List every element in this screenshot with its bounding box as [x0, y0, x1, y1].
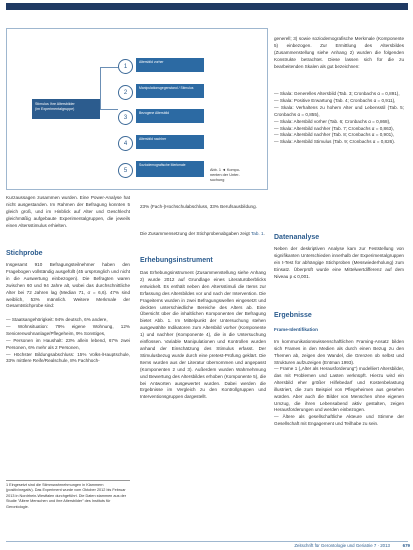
- connector: [100, 109, 118, 110]
- list-item: — Skala: Positive Erwartung (Tab. 4; Cronbachs α = 0,911),: [274, 97, 396, 103]
- col3-intro: generell; 3) sowie soziodemografische Merkmale (Komponente 5) einbezogen. Zur Ermittlung des Altersbildes (Zusammenstellung siehe Anhang 2) wurden die folgenden Konstrukte betrachtet. Diese lassen sich für die zu bearbeitenden Skalen als gut bezeichnen:: [274, 36, 404, 69]
- header-bar: [6, 3, 408, 10]
- list-item: — Staatsangehörigkeit: 94% deutsch, 6% andere,: [6, 317, 108, 322]
- section-heading: Stichprobe: [6, 250, 43, 257]
- step-number: 1: [118, 59, 133, 74]
- col2-reference: Die Zusammensetzung der Stichprobenabgaben zeigt Tab. 1.: [140, 231, 265, 236]
- table-link[interactable]: Tab. 1: [251, 231, 264, 236]
- col3-body: Im kommunikationswissenschaftlichen Framing-Ansatz bilden sich Frames in den Medien als durch einen Bezug zu den Themen ab, zeigen den Wandel, die Grenzen ob selbst und Strukturen aufzuzeigen (Entman 1993).: [274, 339, 404, 365]
- col2-body: Das Erhebungsinstrument (Zusammenstellung siehe Anhang 2) wurde 2012 auf Grundlage eines Literaturüberblicks entwickelt. Es enthält neben den Altersstimuli die Items zur Erfassung des Altersbildes vor und nach der Intervention. Die Frageitems wurden in zwei Befragungswellen eingesetzt und deckten unterschiedliche Bereiche des Alters ab. Eine Übersicht über die inhaltlichen Komponenten der Befragung bietet Abb. 1. Im Mittelpunkt der Untersuchung stehen ausgewählte Indikatoren zum Altersbild vorher (Komponente 1) und nachher (Komponente 4), die in die Untersuchung einflossen. Variable Manipulationen und Kontrollen wurden anhand der Einschätzung des Stimulus erfasst. Der Stimulusbezug wurde durch eine pretest-Prüfung geklärt. Die Items wurden aus der Literatur übernommen und angepasst (Komponenten 2 und 3). Außerdem wurden Wahrnehmung und Bewertung des Altersbildes erhoben (Komponente 5), die bei Antworten ausgewertet wurden. Dabei werden die Ergebnisse im Vergleich zu den Kontrollgruppen und Interventionsgruppen dargestellt.: [140, 270, 266, 400]
- step-number: 5: [118, 163, 133, 178]
- list-item: — Höchster Bildungsabschluss: 15% Volks-/Hauptschule, 33% mittlere Reife/Realschule, 8% Fachhoch-: [6, 351, 130, 364]
- page-number: 679: [402, 543, 410, 548]
- step-label: Manipulationsgegenstand / Stimulus: [136, 84, 204, 98]
- step-number: 2: [118, 85, 133, 100]
- subsection-heading: Frame-Identifikation: [274, 327, 318, 332]
- figure-stimulus-box: Stimulus Ihre Altersbilder (im Experimentalgruppe): [32, 99, 100, 119]
- col3-scale-list: [274, 91, 404, 146]
- col1-bullet-list: [6, 317, 130, 365]
- footer-rule: [6, 541, 408, 542]
- connector: [100, 67, 118, 110]
- journal-name: Zeitschrift für Gerontologie und Geriatrie 7 · 2013: [294, 543, 390, 548]
- step-label: Soziodemografische Merkmale: [136, 161, 204, 177]
- col1-intro: Kurzaussagen zusammen wurden. Eine Power-Analyse hat nicht ausgestanden. Im Rahmen der Befragung konnten 5 gleich groß, und im Hinblick auf Alter und Geschlecht gleichmäßig aufgebaute Experimentalgruppen, die jeweils einen Altersstimulus erhielten.: [6, 195, 130, 228]
- footnote: 1 Eingesetzt sind die Stimmwahrnehmungen in Klammern (positiv/negativ). Das Experiment wurde vom Oktober 2012 bis Februar 2013 in Nordrhein-Westfalen durchgeführt. Die Daten stammen aus der Studie "Ältere Menschen und ihre Altersbilder" des Instituts für Gerontologie.: [6, 480, 130, 510]
- list-item: — Skala: Verhaltens zu hohem Alter und Lebensstil (Tab. 5; Cronbachs α = 0,855),: [274, 104, 405, 117]
- list-item: — Skala: Altersbild nachher (Tab. 7; Cronbachs α = 0,863),: [274, 125, 394, 131]
- step-label: Bezogene Altersbild: [136, 109, 204, 123]
- list-item: — Skala: Altersbild nachher (Tab. 8; Cronbachs α = 0,901),: [274, 132, 394, 138]
- list-item: — Personen im Haushalt: 23% allein lebend, 67% zwei Personen, 6% mehr als 2 Personen,: [6, 337, 130, 350]
- list-item: — Wohnsituation: 79% eigene Wohnung, 12% Seniorenwohnanlage/Pflegeheim, 9% Sonstiges,: [6, 323, 130, 336]
- col1-body: Insgesamt 910 Befragungsteilnehmer haben den Fragebogen vollständig ausgefüllt (45 ursprünglich und nicht in die Auswertung einbezogen). Die Befragten waren zwischen 60 und 94 Jahre alt, wobei das durchschnittliche Alter bei 72 Jahren lag (Median 71, σ = 6,6). 47% sind weiblich, 53% männlich. Weitere Merkmale der Gesamtstichprobe sind:: [6, 262, 130, 309]
- col3-frame-list: [274, 366, 404, 428]
- step-label: Altersbild vorher: [136, 58, 204, 72]
- section-heading: Ergebnisse: [274, 312, 312, 319]
- step-number: 3: [118, 110, 133, 125]
- list-item: — Skala: Generelles Altersbild (Tab. 3; Cronbachs α = 0,891),: [274, 91, 400, 96]
- list-item: — Skala: Altersbild vorher (Tab. 6; Cronbachs α = 0,868),: [274, 118, 391, 124]
- list-item: — Skala: Altersbild Stimulus (Tab. 9; Cronbachs α = 0,826).: [274, 139, 396, 145]
- figure-caption: Abb. 1 ◄ Kompo- nenten der Unter- suchung: [210, 168, 241, 183]
- step-number: 4: [118, 136, 133, 151]
- col2-intro: 23% (Fach-)Hochschulabschluss, 33% Berufsausbildung.: [140, 204, 257, 209]
- col3-body: Neben der deskriptiven Analyse kam zur Feststellung von signifikanten Unterschieden innerhalb der Experimentalgruppen ein t-Test für abhängige Stichproben (Messwiederholung) zum Einsatz. Überprüft wurde eine Mittelwertdifferenz auf dem Niveau p ≤ 0,001.: [274, 246, 404, 279]
- section-heading: Erhebungsinstrument: [140, 257, 213, 264]
- section-heading: Datenanalyse: [274, 234, 320, 241]
- list-item: — Frame 1 („Alter als Herausforderung") modelliert Altersbilder, das mit Problemen und Lasten verknüpft. Hierzu wird ein Altersbild eher größer Hilfebedarf und Kostenbelastung illustriert, die zum Beispiel von Pflegeheimen aus gesehen würden. Aber auch die Bilder von Menschen ohne eigenen Umzug, die ihren Lebensabend aktiv gestalten, zeigen Herausforderungen und werden einbezogen.: [274, 366, 405, 413]
- step-label: Altersbild nachher: [136, 135, 204, 149]
- list-item: — Ältere als gesellschaftliche Akteure und Stimme der Gesellschaft mit Engagement und Teilhabe zu sein.: [274, 414, 405, 427]
